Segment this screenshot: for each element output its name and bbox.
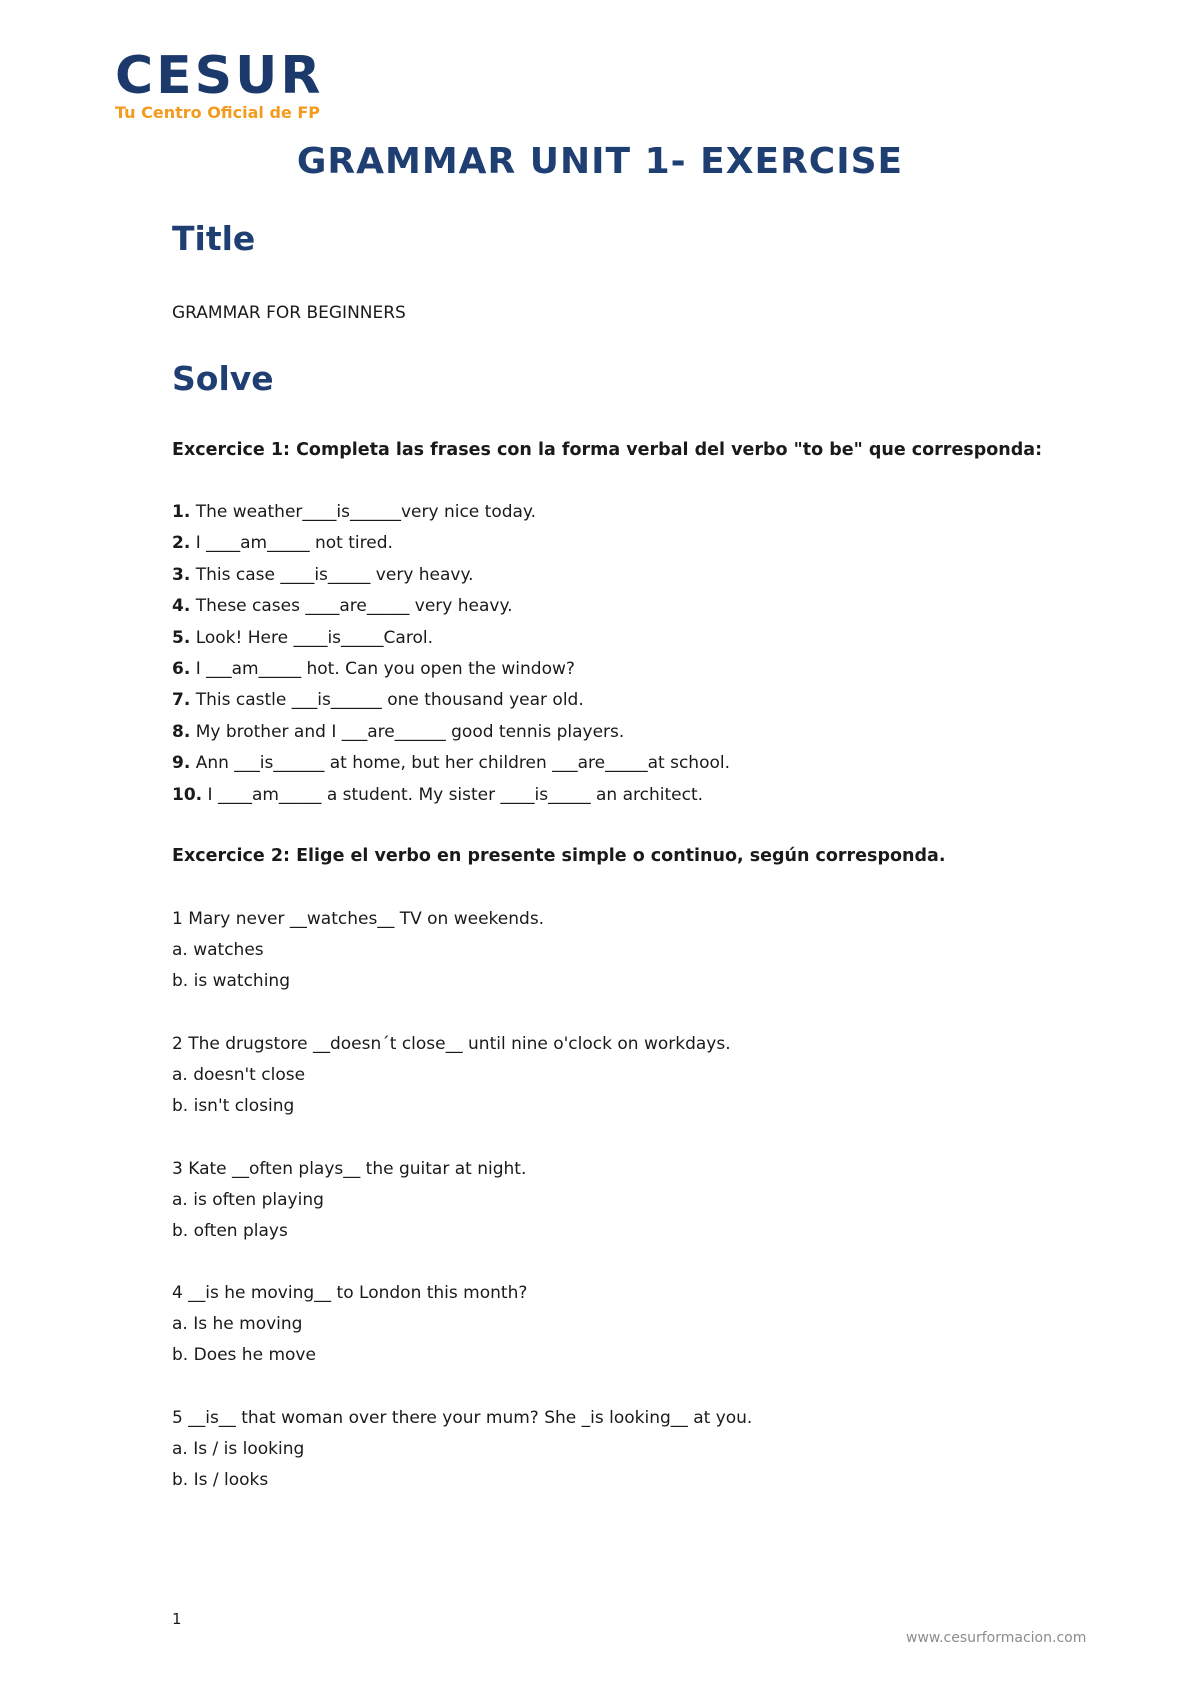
- question-text: 1 Mary never __watches__ TV on weekends.: [172, 909, 545, 929]
- item-number: 3.: [172, 565, 191, 585]
- option-b: b. Does he move: [172, 1345, 316, 1365]
- item-number: 2.: [172, 533, 191, 553]
- logo-tagline: Tu Centro Oficial de FP: [115, 103, 321, 122]
- item-number: 1.: [172, 502, 191, 522]
- option-a: a. watches: [172, 940, 264, 960]
- item-text: I ____am_____ not tired.: [190, 533, 393, 553]
- section-solve-heading: Solve: [172, 359, 274, 398]
- item-number: 9.: [172, 753, 191, 773]
- exercise-1-item: [172, 753, 730, 773]
- item-number: 7.: [172, 690, 191, 710]
- question-text: 4 __is he moving__ to London this month?: [172, 1283, 528, 1303]
- exercise-1-item: [172, 659, 575, 679]
- document-title: GRAMMAR UNIT 1- EXERCISE: [296, 141, 904, 182]
- exercise-1-heading: Excercice 1: Completa las frases con la forma verbal del verbo "to be" que corresponda:: [172, 440, 1043, 460]
- item-text: This castle ___is______ one thousand year old.: [190, 690, 584, 710]
- section-title-heading: Title: [172, 219, 256, 258]
- item-number: 8.: [172, 722, 191, 742]
- cesur-logo: [115, 46, 324, 122]
- exercise-2-heading: Excercice 2: Elige el verbo en presente simple o continuo, según corresponda.: [172, 846, 946, 866]
- page-number: 1: [172, 1610, 182, 1628]
- subtitle-text: GRAMMAR FOR BEGINNERS: [172, 303, 406, 323]
- item-text: Ann ___is______ at home, but her children ___are_____at school.: [190, 753, 731, 773]
- item-text: The weather____is______very nice today.: [190, 502, 536, 522]
- footer-url[interactable]: www.cesurformacion.com: [906, 1630, 1087, 1646]
- question-text: 3 Kate __often plays__ the guitar at night.: [172, 1159, 527, 1179]
- option-a: a. Is he moving: [172, 1314, 303, 1334]
- option-a: a. Is / is looking: [172, 1439, 305, 1459]
- item-number: 4.: [172, 596, 191, 616]
- exercise-1-item: [172, 596, 513, 616]
- exercise-1-item: [172, 785, 703, 805]
- exercise-1-item: [172, 502, 536, 522]
- option-b: b. isn't closing: [172, 1096, 295, 1116]
- option-b: b. Is / looks: [172, 1470, 269, 1490]
- item-text: I ___am_____ hot. Can you open the window?: [190, 659, 575, 679]
- item-text: These cases ____are_____ very heavy.: [190, 596, 513, 616]
- option-a: a. doesn't close: [172, 1065, 306, 1085]
- question-text: 2 The drugstore __doesn´t close__ until nine o'clock on workdays.: [172, 1034, 731, 1054]
- exercise-1-item: [172, 565, 474, 585]
- option-b: b. often plays: [172, 1221, 288, 1241]
- exercise-1-item: [172, 722, 624, 742]
- item-text: I ____am_____ a student. My sister ____is_____ an architect.: [202, 785, 704, 805]
- exercise-1-item: [172, 628, 433, 648]
- item-number: 6.: [172, 659, 191, 679]
- item-number: 5.: [172, 628, 191, 648]
- item-text: Look! Here ____is_____Carol.: [190, 628, 433, 648]
- logo-wordmark: CESUR: [115, 46, 324, 106]
- exercise-1-item: [172, 690, 584, 710]
- option-b: b. is watching: [172, 971, 290, 991]
- exercise-1-item: [172, 533, 393, 553]
- question-text: 5 __is__ that woman over there your mum? She _is looking__ at you.: [172, 1408, 753, 1428]
- item-text: This case ____is_____ very heavy.: [190, 565, 474, 585]
- item-number: 10.: [172, 785, 203, 805]
- option-a: a. is often playing: [172, 1190, 324, 1210]
- item-text: My brother and I ___are______ good tennis players.: [190, 722, 625, 742]
